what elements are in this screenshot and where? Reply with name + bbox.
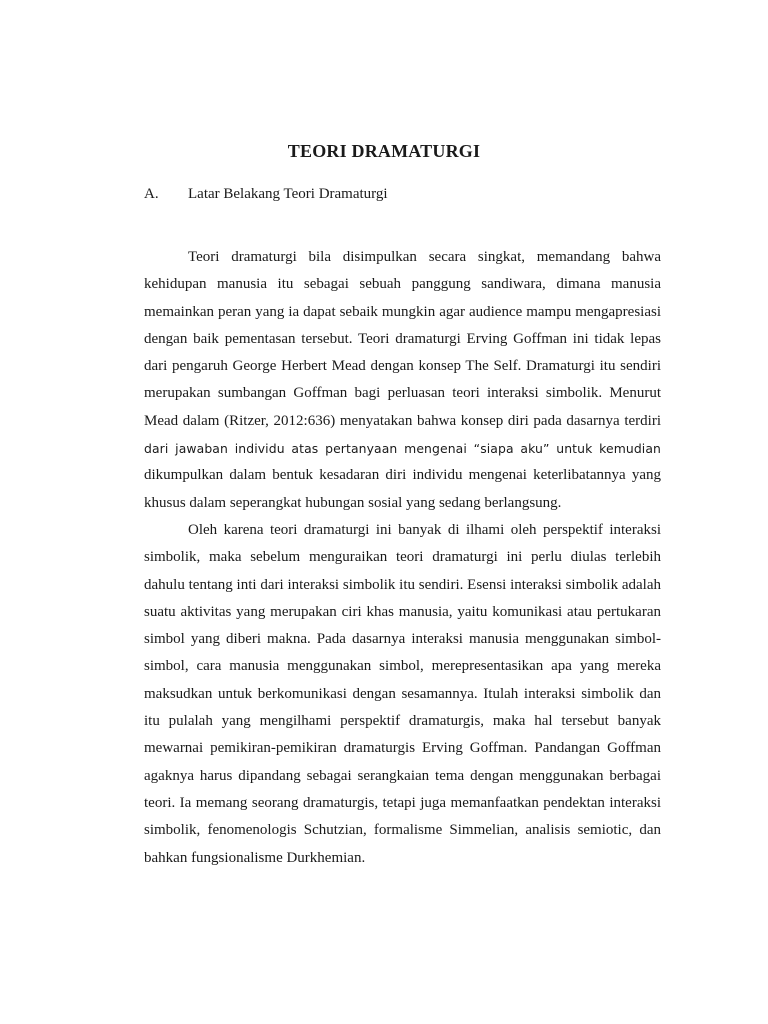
paragraph-1-line: dikumpulkan dalam bentuk kesadaran diri individu mengenai keterlibatannya yang	[144, 467, 661, 484]
paragraph-1-line: Mead dalam (Ritzer, 2012:636) menyatakan bahwa konsep diri pada dasarnya terdiri	[144, 412, 661, 429]
paragraph-2-line: itu pulalah yang mengilhami perspektif dramaturgis, maka hal tersebut banyak	[144, 713, 661, 730]
paragraph-1-line: memainkan peran yang ia dapat sebaik mungkin agar audience mampu mengapresiasi	[144, 303, 661, 320]
section-letter: A.	[144, 186, 159, 202]
paragraph-2-line: teori. Ia memang seorang dramaturgis, tetapi juga memanfaatkan pendektan interaksi	[144, 794, 661, 811]
paragraph-1-line: kehidupan manusia itu sebagai sebuah panggung sandiwara, dimana manusia	[144, 276, 661, 293]
paragraph-2-line: dahulu tentang inti dari interaksi simbolik itu sendiri. Esensi interaksi simbolik adalah	[144, 576, 661, 593]
paragraph-1-line: dari pengaruh George Herbert Mead dengan konsep The Self. Dramaturgi itu sendiri	[144, 358, 661, 375]
paragraph-1-line: Teori dramaturgi bila disimpulkan secara singkat, memandang bahwa	[188, 249, 661, 265]
paragraph-2-line: suatu aktivitas yang merupakan ciri khas manusia, yaitu komunikasi atau pertukaran	[144, 603, 661, 620]
document-title: TEORI DRAMATURGI	[287, 141, 481, 161]
paragraph-2-line: simbol yang diberi makna. Pada dasarnya interaksi manusia menggunakan simbol-	[144, 631, 661, 648]
paragraph-2-line: agaknya harus dipandang sebagai serangkaian tema dengan menggunakan berbagai	[144, 767, 661, 784]
body-text	[144, 244, 661, 872]
paragraph-2-line: maksudkan untuk berkomunikasi dengan sesamannya. Itulah interaksi simbolik dan	[144, 685, 661, 702]
paragraph-1-line: khusus dalam seperangkat hubungan sosial yang sedang berlangsung.	[144, 494, 562, 511]
paragraph-2-line: simbol, cara manusia menggunakan simbol, merepresentasikan apa yang mereka	[144, 658, 661, 675]
paragraph-1-line: dengan baik pementasan tersebut. Teori dramaturgi Erving Goffman ini tidak lepas	[144, 330, 661, 347]
paragraph-2-line: Oleh karena teori dramaturgi ini banyak di ilhami oleh perspektif interaksi	[188, 521, 661, 538]
paragraph-2-line: simbolik, fenomenologis Schutzian, formalisme Simmelian, analisis semiotic, dan	[144, 822, 661, 839]
section-heading	[144, 186, 388, 203]
paragraph-1-line: merupakan sumbangan Goffman bagi perluasan teori interaksi simbolik. Menurut	[144, 385, 661, 402]
paragraph-2-line: bahkan fungsionalisme Durkhemian.	[144, 849, 366, 866]
section-title: Latar Belakang Teori Dramaturgi	[188, 186, 388, 202]
paragraph-1-line: dari jawaban individu atas pertanyaan mengenai “siapa aku” untuk kemudian	[144, 441, 661, 457]
paragraph-2-line: mewarnai pemikiran-pemikiran dramaturgis Erving Goffman. Pandangan Goffman	[144, 740, 661, 757]
paragraph-2-line: simbolik, maka sebelum menguraikan teori dramaturgi ini perlu diulas terlebih	[144, 549, 661, 566]
